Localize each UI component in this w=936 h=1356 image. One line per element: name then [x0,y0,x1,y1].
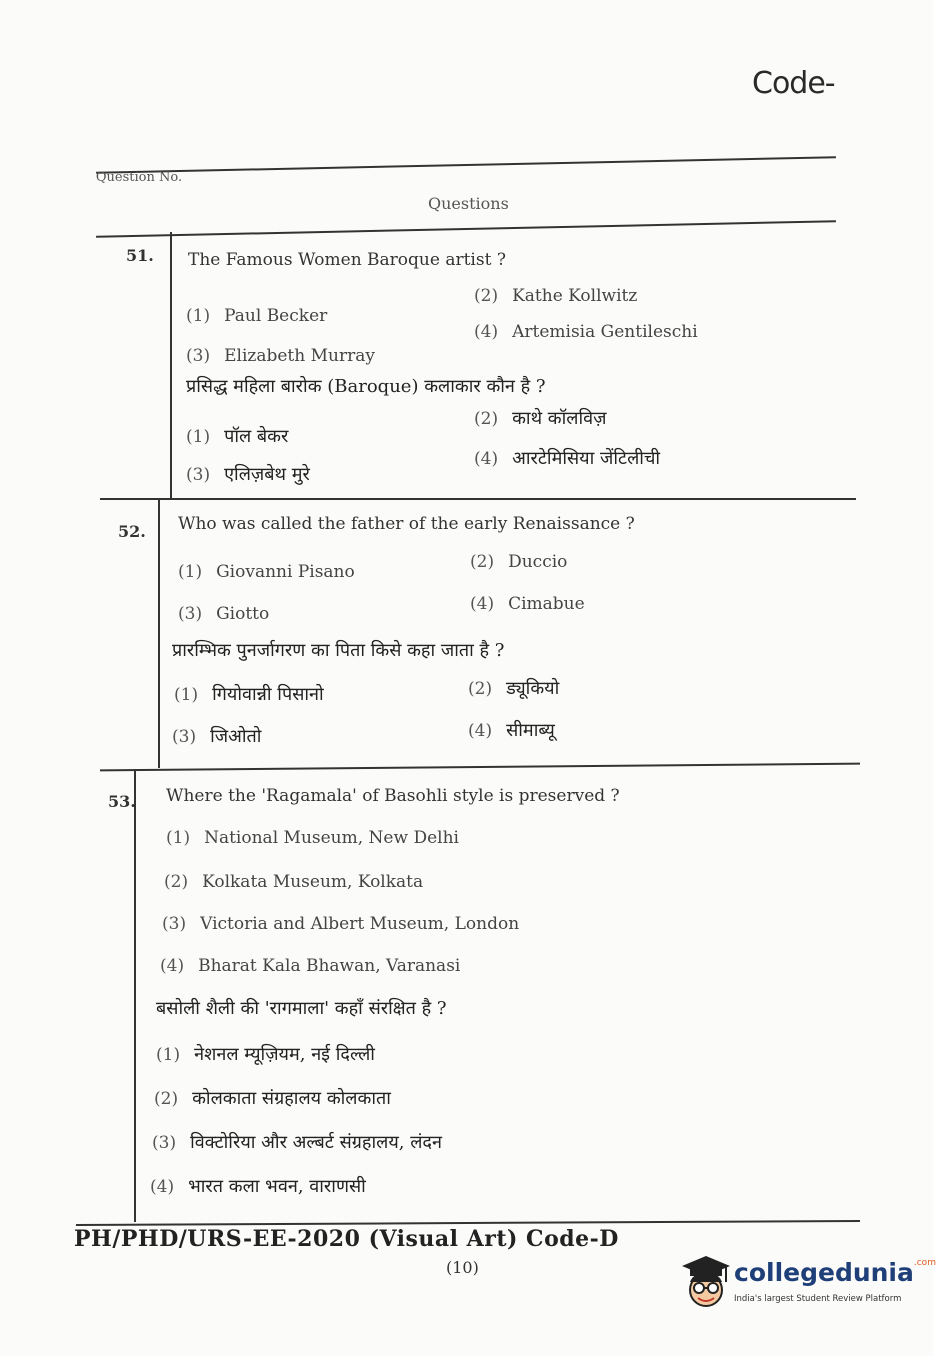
question-text-en: The Famous Women Baroque artist ? [188,250,506,270]
option-text: Bharat Kala Bhawan, Varanasi [198,956,461,976]
option-3-en [162,914,519,934]
option-number: (1) [156,1045,181,1065]
row-divider [100,763,860,772]
option-number: (4) [160,956,185,976]
option-4-hi [474,446,660,470]
option-2-hi [154,1086,391,1110]
option-1-hi [186,424,288,448]
option-1-en [186,306,327,326]
option-text: सीमाब्यू [506,720,555,741]
option-text: भारत कला भवन, वाराणसी [188,1176,366,1197]
option-text: Artemisia Gentileschi [512,322,698,342]
option-text: Elizabeth Murray [224,346,375,366]
logo-tagline: India's largest Student Review Platform [734,1294,902,1304]
option-3-en [186,346,375,366]
option-text: Kolkata Museum, Kolkata [202,872,424,892]
question-text-hi: प्रारम्भिक पुनर्जागरण का पिता किसे कहा जाता है ? [172,640,505,661]
option-number: (3) [186,465,211,485]
option-2-en [470,552,567,572]
option-2-en [474,286,637,306]
option-3-en [178,604,269,624]
option-number: (2) [474,409,499,429]
question-text-hi: प्रसिद्ध महिला बारोक (Baroque) कलाकार कौन है ? [186,376,546,397]
option-number: (1) [174,685,199,705]
header-question-no: Question No. [95,170,183,185]
option-number: (3) [162,914,187,934]
option-number: (2) [154,1089,179,1109]
option-2-hi [474,406,607,430]
option-text: विक्टोरिया और अल्बर्ट संग्रहालय, लंदन [190,1132,442,1153]
option-number: (3) [172,727,197,747]
question-number: 52. [118,522,146,541]
row-divider [100,498,856,500]
logo-suffix: .com [913,1258,936,1268]
option-text: National Museum, New Delhi [204,828,459,848]
option-number: (2) [470,552,495,572]
column-divider [134,770,136,1222]
option-text: Duccio [508,552,568,572]
option-text: आरटेमिसिया जेंटिलीची [512,448,661,469]
option-text: Cimabue [508,594,585,614]
option-number: (4) [474,322,499,342]
option-number: (4) [470,594,495,614]
option-4-hi [150,1174,366,1198]
option-number: (2) [474,286,499,306]
option-1-hi [174,682,324,706]
table-top-border [96,156,836,173]
option-text: गियोवान्नी पिसानो [212,684,324,705]
option-text: Kathe Kollwitz [512,286,638,306]
table-header-border [96,220,836,237]
page-number: (10) [446,1258,479,1277]
option-3-hi [152,1130,442,1154]
option-number: (3) [152,1133,177,1153]
question-text-en: Who was called the father of the early Renaissance ? [178,514,635,534]
option-text: Giotto [216,604,270,624]
code-corner-label: Code- [752,66,835,101]
question-text-hi: बसोली शैली की 'रागमाला' कहाँ संरक्षित है ? [156,998,447,1019]
option-number: (2) [468,679,493,699]
option-4-hi [468,718,555,742]
option-2-en [164,872,423,892]
option-text: काथे कॉलविज़ [512,408,607,429]
logo-wordmark [734,1258,936,1287]
question-number: 53. [108,792,136,811]
option-text: Victoria and Albert Museum, London [200,914,520,934]
option-number: (3) [186,346,211,366]
option-text: Paul Becker [224,306,328,326]
column-divider [170,232,172,500]
option-1-hi [156,1042,375,1066]
option-1-en [166,828,459,848]
option-number: (3) [178,604,203,624]
option-number: (4) [474,449,499,469]
option-text: एलिज़बेथ मुरे [224,464,310,485]
option-4-en [160,956,460,976]
option-number: (1) [186,306,211,326]
collegedunia-logo[interactable] [676,1252,936,1314]
footer-code-line: PH/PHD/URS-EE-2020 (Visual Art) Code-D [74,1226,619,1252]
option-number: (4) [150,1177,175,1197]
logo-name: collegedunia [734,1258,914,1287]
option-3-hi [186,462,310,486]
option-number: (1) [178,562,203,582]
option-text: जिओतो [210,726,262,747]
option-number: (4) [468,721,493,741]
option-text: नेशनल म्यूज़ियम, नई दिल्ली [194,1044,375,1065]
option-text: Giovanni Pisano [216,562,355,582]
option-text: ड्यूकियो [506,678,560,699]
option-1-en [178,562,355,582]
option-text: पॉल बेकर [224,426,289,447]
option-text: कोलकाता संग्रहालय कोलकाता [192,1088,391,1109]
option-3-hi [172,724,261,748]
question-number: 51. [126,246,154,265]
option-2-hi [468,676,559,700]
mascot-icon [676,1252,732,1314]
option-number: (1) [186,427,211,447]
option-number: (1) [166,828,191,848]
question-text-en: Where the 'Ragamala' of Basohli style is preserved ? [166,786,620,806]
header-questions: Questions [428,194,509,213]
column-divider [158,500,160,768]
option-4-en [470,594,585,614]
option-4-en [474,322,698,342]
option-number: (2) [164,872,189,892]
